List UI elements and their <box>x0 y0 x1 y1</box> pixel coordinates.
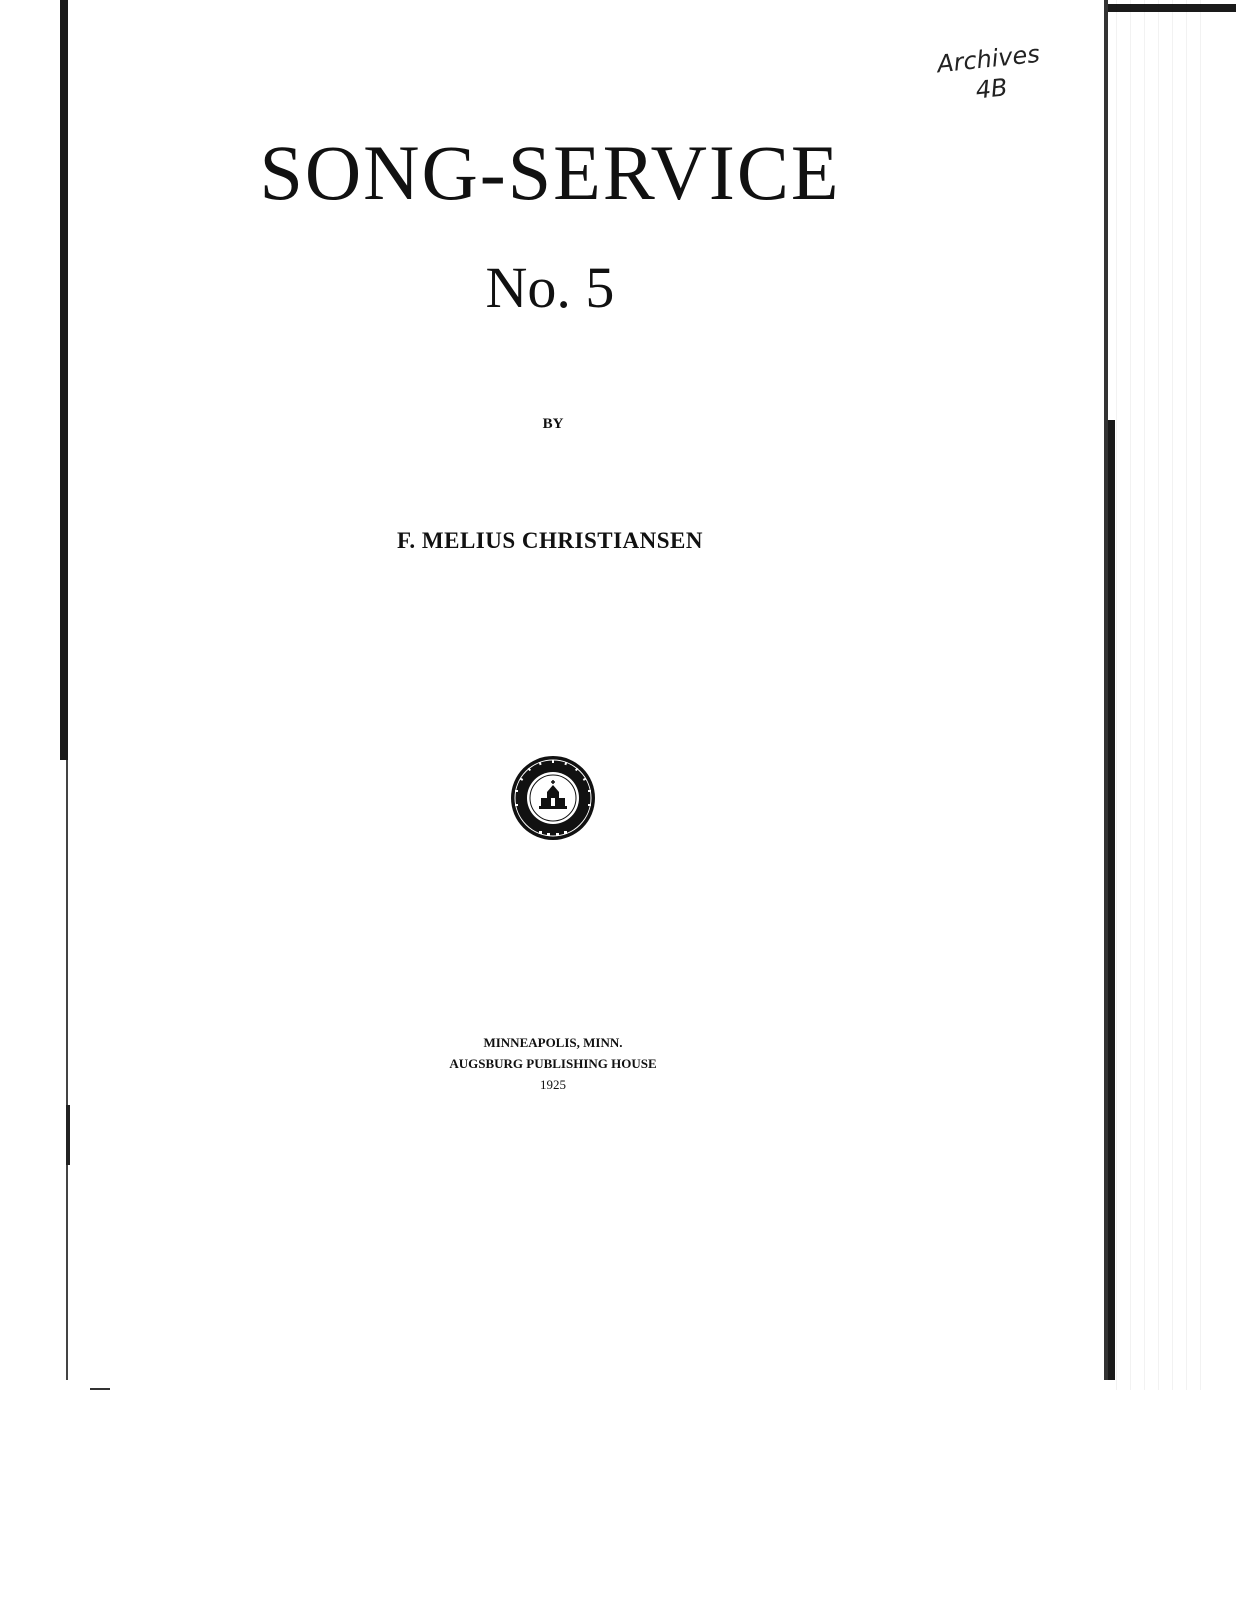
scan-edge-right-shading <box>1116 0 1206 1390</box>
scan-edge-left <box>60 0 68 760</box>
issue-number: No. 5 <box>485 255 615 320</box>
scan-edge-bottom-mark <box>90 1388 110 1390</box>
imprint-year: 1925 <box>540 1077 566 1092</box>
handwritten-line-1: Archives <box>935 39 1042 79</box>
scan-edge-mark <box>66 1105 70 1165</box>
handwritten-line-2: 4B <box>974 73 1009 105</box>
publisher-seal-icon <box>509 754 597 842</box>
handwritten-archive-note <box>927 38 1053 110</box>
byline-label: BY <box>542 416 564 432</box>
publisher-imprint <box>0 1032 1106 1095</box>
imprint-city: MINNEAPOLIS, MINN. <box>483 1035 623 1050</box>
scan-edge-right-dark <box>1108 420 1115 1380</box>
page-title: SONG-SERVICE <box>259 129 841 216</box>
author-name: F. MELIUS CHRISTIANSEN <box>396 528 704 553</box>
imprint-publisher: AUGSBURG PUBLISHING HOUSE <box>449 1056 657 1071</box>
